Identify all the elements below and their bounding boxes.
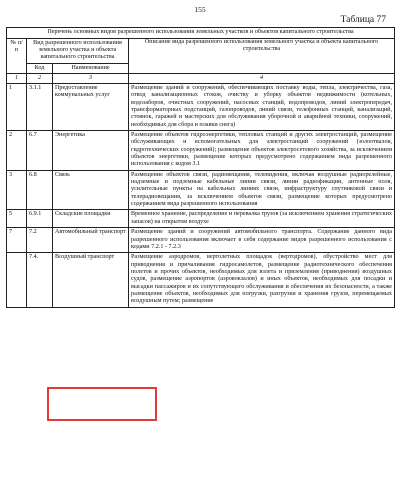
- table-row: [7, 131, 395, 171]
- row-code: 6.8: [27, 170, 53, 210]
- row-name: Автомобильный транспорт: [53, 228, 129, 253]
- row-code: 7.2: [27, 228, 53, 253]
- header-name: Наименование: [53, 63, 129, 73]
- page-number: 155: [194, 5, 206, 14]
- header-description: Описание вида разрешенного использования земельного участка и объекта капитального строительства: [129, 38, 395, 73]
- column-number: 4: [129, 73, 395, 83]
- header-code: Код: [27, 63, 53, 73]
- table-row: [7, 253, 395, 307]
- column-number: 1: [7, 73, 27, 83]
- row-code: 7.4.: [27, 253, 53, 307]
- row-name: Предоставление коммунальных услуг: [53, 83, 129, 130]
- table-row: [7, 228, 395, 253]
- header-num: № п/п: [7, 38, 27, 73]
- row-num: 7: [7, 228, 27, 253]
- row-code: 6.7: [27, 131, 53, 171]
- table-row: [7, 83, 395, 130]
- column-numbers-row: [7, 73, 395, 83]
- row-num: [7, 253, 27, 307]
- row-num: 2: [7, 131, 27, 171]
- row-code: 3.1.1: [27, 83, 53, 130]
- row-description: Размещение объектов связи, радиовещания, телевидения, включая воздушные радиорелейные, надземные и подземные кабельные линии связи, линии радиофикации, антенные поля, усилительные пункты на кабельных линиях связи, инфраструктуру спутниковой связи и телерадиовещания, за исключением объектов связи, размещение которых предусмотрено содержанием вида разрешенного использования: [129, 170, 395, 210]
- table-row: [7, 210, 395, 228]
- row-name: Воздушный транспорт: [53, 253, 129, 307]
- row-name-highlighted: Складские площадки: [53, 210, 129, 228]
- table-title: Перечень основных видов разрешенного использования земельных участков и объектов капитального строительства: [7, 28, 395, 39]
- row-name: Связь: [53, 170, 129, 210]
- table-label: Таблица 77: [340, 15, 386, 25]
- table-row: [7, 170, 395, 210]
- row-num: 1: [7, 83, 27, 130]
- highlight-box: [47, 387, 157, 421]
- row-num: 3: [7, 170, 27, 210]
- land-use-table: [6, 27, 395, 308]
- column-number: 2: [27, 73, 53, 83]
- row-description: Временное хранение, распределение и перевалка грузов (за исключением хранения стратегических запасов) на открытом воздухе: [129, 210, 395, 228]
- row-description: Размещение зданий и сооружений, обеспечивающих поставку воды, тепла, электричества, газа, отвод канализационных стоков, очистку и уборку объектов недвижимости (котельных, водозаборов, очистных сооружений, насосных станций, водопроводов, линий электропередач, трансформаторных подстанций, газопроводов, линий связи, телефонных станций, канализаций, стоянок, гаражей и мастерских для обслуживания уборочной и аварийной техники, сооружений, необходимых для сбора и плавки снега): [129, 83, 395, 130]
- row-num: 5: [7, 210, 27, 228]
- row-description: Размещение аэродромов, вертолетных площадок (вертодромов), обустройство мест для приводнения и причаливания гидросамолетов, размещение радиотехнического обеспечения полетов и прочих объектов, необходимых для взлета и приземления (приводнения) воздушных судов, размещение аэропортов (аэровокзалов) и иных объектов, необходимых для посадки и высадки пассажиров и их сопутствующего обслуживания и обеспечения их безопасности, а также размещение объектов, необходимых для погрузки, разгрузки и хранения грузов, перемещаемых воздушным путем; размещение: [129, 253, 395, 307]
- row-name: Энергетика: [53, 131, 129, 171]
- row-description: Размещение зданий и сооружений автомобильного транспорта. Содержание данного вида разрешенного использования включает в себя содержание видов разрешенного использования с кодами 7.2.1 - 7.2.3: [129, 228, 395, 253]
- column-number: 3: [53, 73, 129, 83]
- row-code: 6.9.1: [27, 210, 53, 228]
- row-description: Размещение объектов гидроэнергетики, тепловых станций и других электростанций, размещение обслуживающих и вспомогательных для электростанций сооружений (золоотвалов, гидротехнических сооружений); размещение объектов электросетевого хозяйства, за исключением объектов энергетики, размещение которых предусмотрено содержанием вида разрешенного использования с кодом 3.1: [129, 131, 395, 171]
- header-type-group: Вид разрешенного использования земельного участка и объекта капитального строительства: [27, 38, 129, 63]
